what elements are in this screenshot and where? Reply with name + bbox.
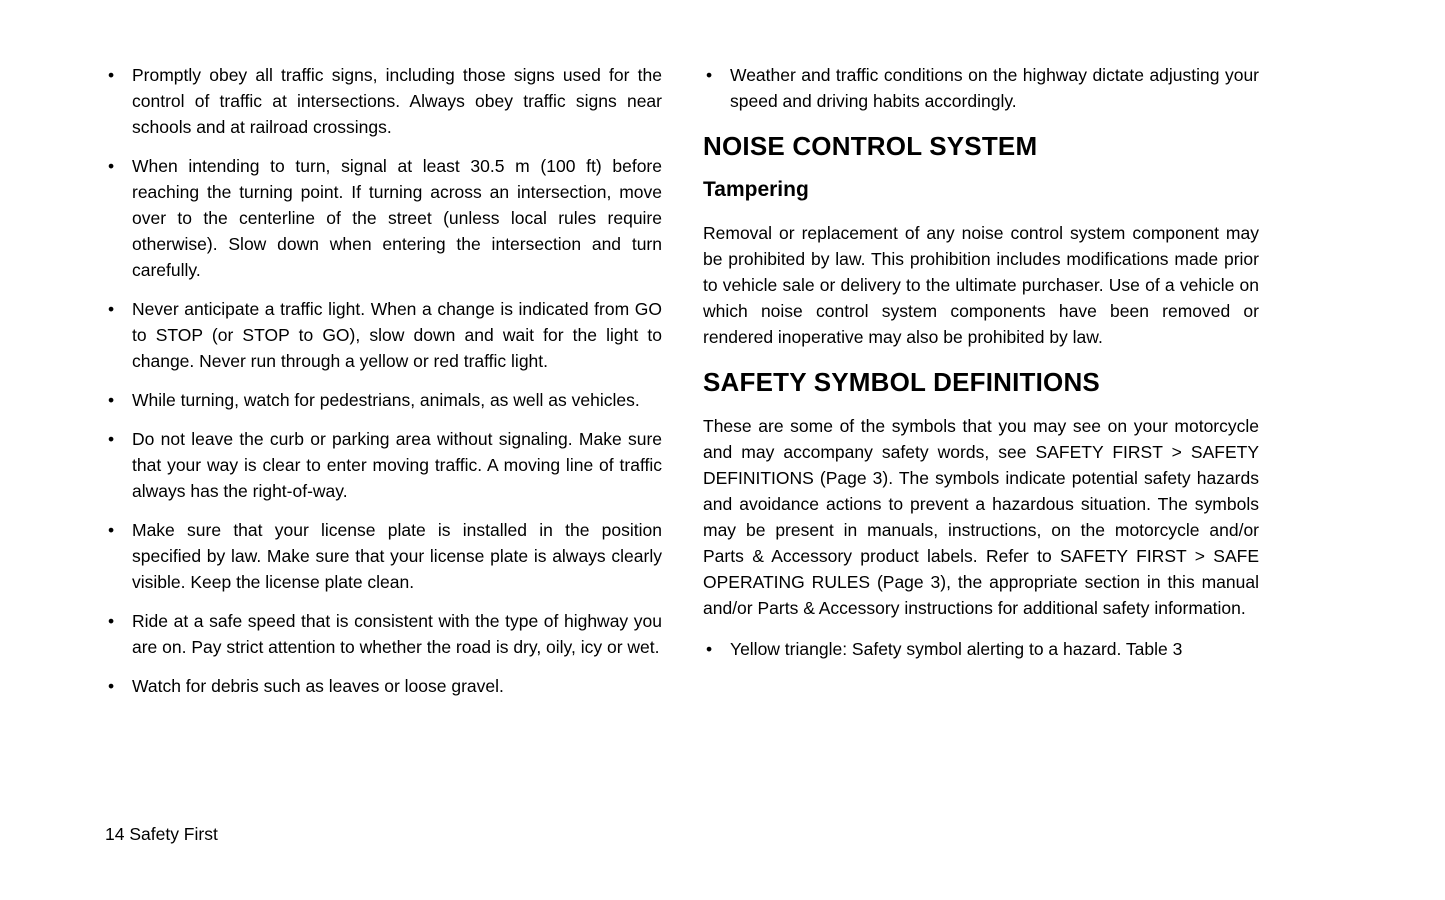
bullet-item: • Weather and traffic conditions on the highway dictate adjusting your speed and driving habits accordingly. [703, 62, 1259, 114]
weather-bullet-list [703, 62, 1259, 114]
tampering-paragraph: Removal or replacement of any noise control system component may be prohibited by law. This prohibition includes modifications made prior to vehicle sale or delivery to the ultimate purchaser. Use of a vehicle on which noise control system components have been removed or rendered inoperative may also be prohibited by law. [703, 223, 1259, 347]
bullet-item: • Yellow triangle: Safety symbol alerting to a hazard. Table 3 [703, 636, 1259, 662]
bullet-item: • Never anticipate a traffic light. When a change is indicated from GO to STOP (or STOP to GO), slow down and wait for the light to change. Never run through a yellow or red traffic light. [105, 296, 662, 374]
symbol-definition-list [703, 636, 1259, 662]
bullet-item: • Make sure that your license plate is installed in the position specified by law. Make sure that your license plate is always clearly visible. Keep the license plate clean. [105, 517, 662, 595]
right-column [703, 62, 1259, 675]
safety-rules-list [105, 62, 662, 699]
bullet-item: • Do not leave the curb or parking area without signaling. Make sure that your way is clear to enter moving traffic. A moving line of traffic always has the right-of-way. [105, 426, 662, 504]
tampering-subheading: Tampering [703, 178, 809, 201]
safety-symbols-heading: SAFETY SYMBOL DEFINITIONS [703, 367, 1100, 397]
bullet-item: • Ride at a safe speed that is consistent with the type of highway you are on. Pay strict attention to whether the road is dry, oily, icy or wet. [105, 608, 662, 660]
noise-control-heading: NOISE CONTROL SYSTEM [703, 131, 1038, 161]
two-column-layout [105, 62, 1259, 712]
page-footer: 14 Safety First [105, 824, 218, 844]
bullet-item: • While turning, watch for pedestrians, animals, as well as vehicles. [105, 387, 662, 413]
safety-symbols-paragraph: These are some of the symbols that you may see on your motorcycle and may accompany safety words, see SAFETY FIRST > SAFETY DEFINITIONS (Page 3). The symbols indicate potential safety hazards and avoidance actions to prevent a hazardous situation. The symbols may be present in manuals, instructions, on the motorcycle and/or Parts & Accessory product labels. Refer to SAFETY FIRST > SAFE OPERATING RULES (Page 3), the appropriate section in this manual and/or Parts & Accessory instructions for additional safety information. [703, 416, 1259, 618]
bullet-item: • When intending to turn, signal at least 30.5 m (100 ft) before reaching the turning point. If turning across an intersection, move over to the centerline of the street (unless local rules require otherwise). Slow down when entering the intersection and turn carefully. [105, 153, 662, 283]
left-column [105, 62, 662, 712]
bullet-item: • Watch for debris such as leaves or loose gravel. [105, 673, 662, 699]
bullet-item: • Promptly obey all traffic signs, including those signs used for the control of traffic at intersections. Always obey traffic signs near schools and at railroad crossings. [105, 62, 662, 140]
